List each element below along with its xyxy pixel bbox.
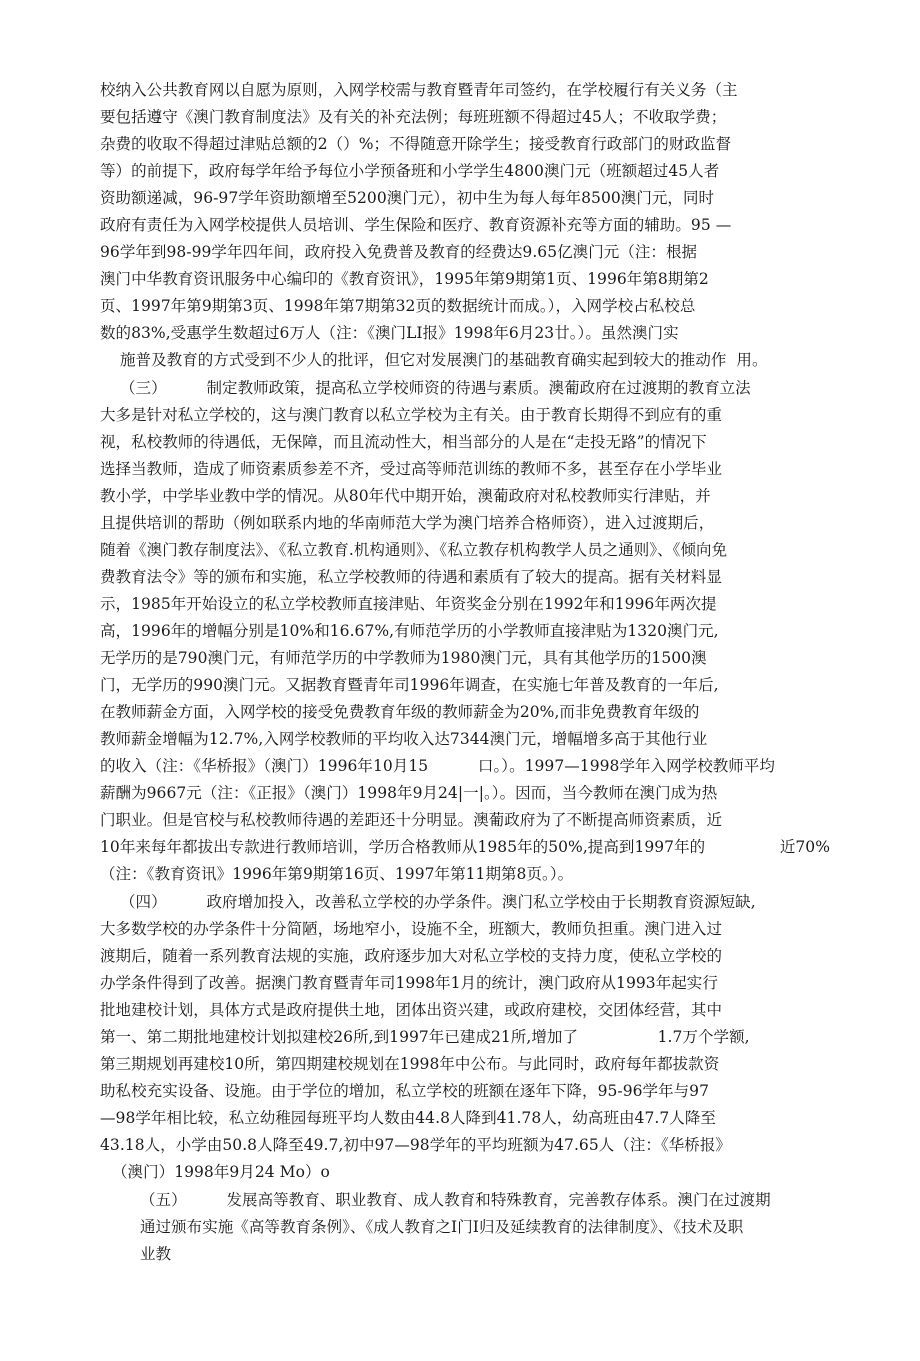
text-line: 业教 bbox=[140, 1245, 172, 1263]
text-line: 办学条件得到了改善。据澳门教育暨青年司1998年1月的统计，澳门政府从1993年起实行 bbox=[100, 974, 718, 992]
text-line: 教师薪金增幅为12.7%,入网学校教师的平均收入达7344澳门元，增幅增多高于其他行业 bbox=[100, 730, 708, 748]
section-heading-3: （三） 制定教师政策，提高私立学校师资的待遇与素质。澳葡政府在过渡期的教育立法 bbox=[120, 379, 751, 397]
text-line: 高，1996年的增幅分别是10%和16.67%,有师范学历的小学教师直接津贴为1320澳门元, bbox=[100, 622, 719, 640]
text-line: 门职业。但是官校与私校教师待遇的差距还十分明显。澳葡政府为了不断提高师资素质，近 bbox=[100, 811, 723, 829]
text-line: 教小学，中学毕业教中学的情况。从80年代中期开始，澳葡政府对私校教师实行津贴，并 bbox=[100, 487, 711, 505]
text-line: 澳门中华教育资讯服务中心编印的《教育资讯》，1995年第9期第1页、1996年第8期第2 bbox=[100, 270, 709, 288]
text-line: 10年来每年都拔出专款进行教师培训，学历合格教师从1985年的50%,提高到1997年的 近70% bbox=[100, 838, 831, 856]
text-line: 随着《澳门教存制度法》、《私立教育.机构通则》、《私立教存机构教学人员之通则》、《倾向免 bbox=[100, 541, 728, 559]
text-line: 视，私校教师的待遇低，无保障，而且流动性大，相当部分的人是在“走投无路”的情况下 bbox=[100, 433, 707, 451]
text-line: 要包括遵守《澳门教育制度法》及有关的补充法例；每班班额不得超过45人；不收取学费； bbox=[100, 108, 727, 126]
text-line: 等）的前提下，政府每学年给予每位小学预备班和小学学生4800澳门元（班额超过45人者 bbox=[100, 162, 720, 180]
text-line: 助私校充实设备、设施。由于学位的增加，私立学校的班额在逐年下降，95-96学年与97 bbox=[100, 1082, 710, 1100]
text-line: 数的83%,受惠学生数超过6万人（注：《澳门LI报》1998年6月23廿。）。虽然澳门实 bbox=[100, 324, 679, 342]
text-line: 施普及教育的方式受到不少人的批评，但它对发展澳门的基础教育确实起到较大的推动作 用。 bbox=[120, 351, 768, 369]
text-line: 通过颁布实施《高等教育条例》、《成人教育之I门I归及延续教育的法律制度》、《技术及职 bbox=[140, 1218, 744, 1236]
text-line: 无学历的是790澳门元，有师范学历的中学教师为1980澳门元，具有其他学历的1500澳 bbox=[100, 649, 707, 667]
text-line: 96学年到98-99学年四年间，政府投入免费普及教育的经费达9.65亿澳门元（注：根据 bbox=[100, 243, 698, 261]
section-heading-4: （四） 政府增加投入，改善私立学校的办学条件。澳门私立学校由于长期教育资源短缺, bbox=[120, 893, 756, 911]
text-line: 页、1997年第9期第3页、1998年第7期第32页的数据统计而成。），入网学校占私校总 bbox=[100, 297, 696, 315]
text-line: 选择当教师，造成了师资素质参差不齐，受过高等师范训练的教师不多，甚至存在小学毕业 bbox=[100, 460, 723, 478]
text-line: 薪酬为9667元（注：《正报》（澳门）1998年9月24|一|。）。因而，当今教师在澳门成为热 bbox=[100, 784, 718, 802]
text-line: 杂费的收取不得超过津贴总额的2（）%；不得随意开除学生；接受教育行政部门的财政监督 bbox=[100, 135, 732, 153]
text-line: 资助额递减，96-97学年资助额增至5200澳门元），初中生为每人每年8500澳门元，同时 bbox=[100, 189, 715, 207]
text-line: 门，无学历的990澳门元。又据教育暨青年司1996年调查，在实施七年普及教育的一年后, bbox=[100, 676, 719, 694]
text-line: 且提供培训的帮助（例如联系内地的华南师范大学为澳门培养合格师资），进入过渡期后， bbox=[100, 514, 715, 532]
text-line: 渡期后，随着一系列教育法规的实施，政府逐步加大对私立学校的支持力度，使私立学校的 bbox=[100, 947, 723, 965]
text-line: 第一、第二期批地建校计划拟建校26所,到1997年已建成21所,增加了 1.7万个学额, bbox=[100, 1028, 750, 1046]
text-line: 大多数学校的办学条件十分简陋，场地窄小，设施不全，班额大，教师负担重。澳门进入过 bbox=[100, 920, 723, 938]
text-line: （澳门）1998年9月24 Mo）o bbox=[112, 1163, 330, 1181]
text-line: 示，1985年开始设立的私立学校教师直接津贴、年资奖金分别在1992年和1996年两次提 bbox=[100, 595, 717, 613]
section-heading-5: （五） 发展高等教育、职业教育、成人教育和特殊教育，完善教存体系。澳门在过渡期 bbox=[140, 1191, 771, 1209]
text-line: （注：《教育资讯》1996年第9期第16页、1997年第11期第8页。）。 bbox=[100, 865, 574, 883]
text-line: 的收入（注：《华桥报》（澳门）1996年10月15 口。）。1997—1998学年入网学校教师平均 bbox=[100, 757, 775, 775]
text-line: —98学年相比较，私立幼稚园每班平均人数由44.8人降到41.78人，幼高班由47.7人降至 bbox=[100, 1109, 716, 1127]
text-line: 费教育法令》等的颁布和实施，私立学校教师的待遇和素质有了较大的提高。据有关材料显 bbox=[100, 568, 723, 586]
text-line: 校纳入公共教育网以自愿为原则，入网学校需与教育暨青年司签约，在学校履行有关义务（主 bbox=[100, 81, 738, 99]
text-line: 政府有责任为入网学校提供人员培训、学生保险和医疗、教育资源补充等方面的辅助。95 — bbox=[100, 216, 732, 234]
text-line: 大多是针对私立学校的，这与澳门教育以私立学校为主有关。由于教育长期得不到应有的重 bbox=[100, 406, 723, 424]
text-line: 第三期规划再建校10所，第四期建校规划在1998年中公布。与此同时，政府每年都拔款资 bbox=[100, 1055, 720, 1073]
text-line: 43.18人，小学由50.8人降至49.7,初中97—98学年的平均班额为47.65人（注：《华桥报》 bbox=[100, 1136, 731, 1154]
text-line: 批地建校计划，具体方式是政府提供土地，团体出资兴建，或政府建校，交团体经营，其中 bbox=[100, 1001, 723, 1019]
text-line: 在教师薪金方面，入网学校的接受免费教育年级的教师薪金为20%,而非免费教育年级的 bbox=[100, 703, 700, 721]
